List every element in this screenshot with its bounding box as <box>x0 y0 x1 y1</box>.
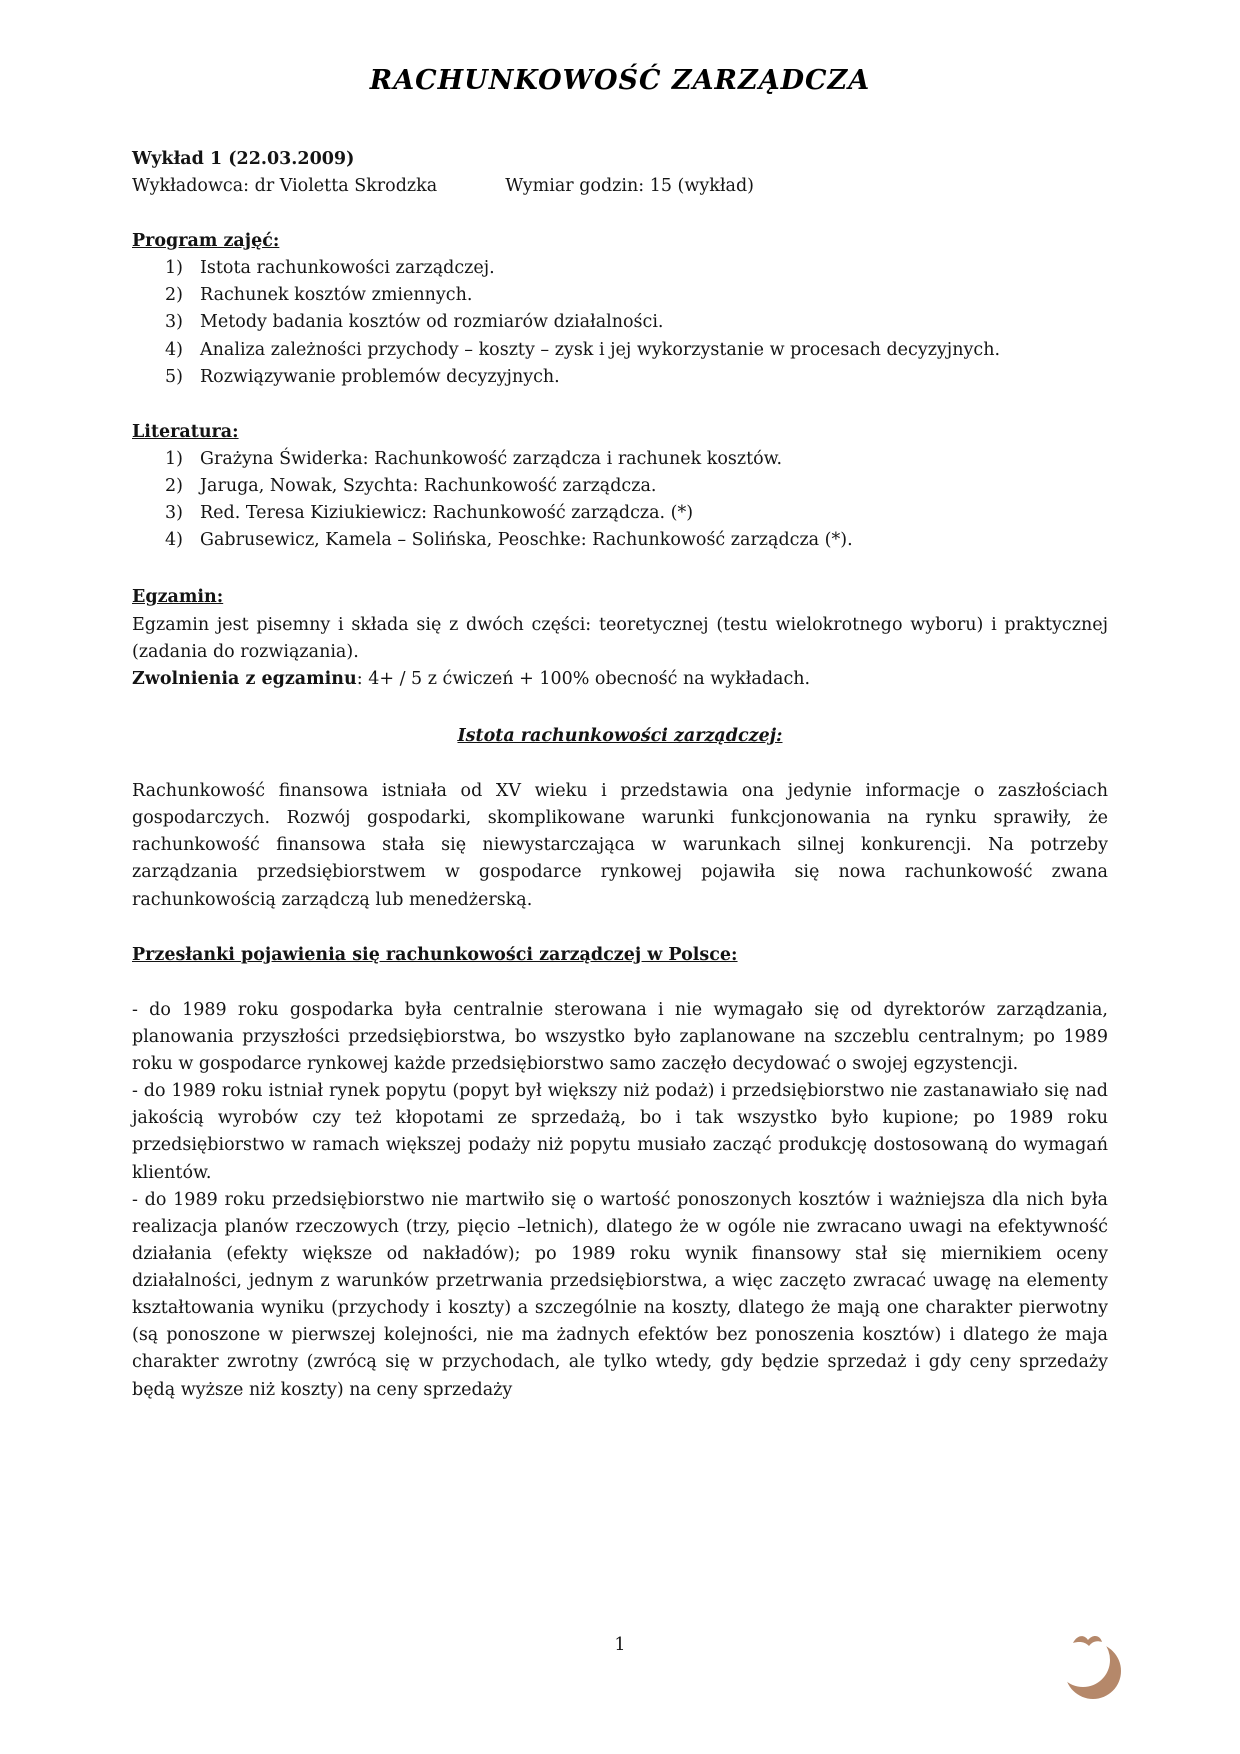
list-item <box>132 527 1108 554</box>
program-list <box>132 255 1108 391</box>
list-item-text: Analiza zależności przychody – koszty – zysk i jej wykorzystanie w procesach decyzyjnych. <box>200 339 1001 360</box>
list-item-number: 3) <box>165 503 183 524</box>
list-item-text: Metody badania kosztów od rozmiarów działalności. <box>200 312 664 333</box>
literature-heading: Literatura: <box>132 421 239 442</box>
exam-heading: Egzamin: <box>132 587 224 608</box>
list-item <box>132 364 1108 391</box>
list-item-text: Gabrusewicz, Kamela – Solińska, Peoschke: Rachunkowość zarządcza (*). <box>200 530 853 551</box>
list-item-text: Istota rachunkowości zarządczej. <box>200 258 495 279</box>
page-title: RACHUNKOWOŚĆ ZARZĄDCZA <box>369 65 871 96</box>
premises-paragraph-1: - do 1989 roku gospodarka była centralnie sterowana i nie wymagało się od dyrektorów zarządzania, planowania przyszłości przedsiębiorstwa, bo wszystko było zaplanowane na szczeblu centralnym; po 1989 roku w gospodarce rynkowej każde przedsiębiorstwo samo zaczęło decydować o swojej egzystencji. <box>132 999 1108 1075</box>
list-item-text: Rachunek kosztów zmiennych. <box>200 285 473 306</box>
list-item-number: 5) <box>165 366 183 387</box>
list-item-text: Rozwiązywanie problemów decyzyjnych. <box>200 366 560 387</box>
list-item <box>132 446 1108 473</box>
list-item <box>132 282 1108 309</box>
lecture-date-heading: Wykład 1 (22.03.2009) <box>132 148 355 169</box>
essence-heading: Istota rachunkowości zarządczej: <box>457 725 783 746</box>
literature-section <box>132 419 1108 446</box>
essence-paragraph: Rachunkowość finansowa istniała od XV wieku i przedstawia ona jedynie informacje o zaszłościach gospodarczych. Rozwój gospodarki, skomplikowane warunki funkcjonowania na rynku sprawiły, że rachunkowość finansowa stała się niewystarczająca w warunkach silnej konkurencji. Na potrzeby zarządzania przedsiębiorstwem w gospodarce rynkowej pojawiła się nowa rachunkowość zwana rachunkowością zarządczą lub menedżerską. <box>132 781 1108 910</box>
crescent-moon-logo <box>1050 1626 1132 1702</box>
literature-list <box>132 446 1108 555</box>
list-item <box>132 309 1108 336</box>
exam-exemption-line <box>132 666 1108 693</box>
list-item-number: 4) <box>165 530 183 551</box>
list-item-number: 4) <box>165 339 183 360</box>
list-item-text: Jaruga, Nowak, Szychta: Rachunkowość zarządcza. <box>200 476 657 497</box>
list-item-text: Red. Teresa Kiziukiewicz: Rachunkowość zarządcza. (*) <box>200 503 694 524</box>
list-item <box>132 337 1108 364</box>
hours-line: Wymiar godzin: 15 (wykład) <box>505 175 754 196</box>
list-item <box>132 473 1108 500</box>
essence-section <box>132 723 1108 750</box>
list-item-number: 1) <box>165 258 183 279</box>
list-item <box>132 255 1108 282</box>
exam-exemption-label: Zwolnienia z egzaminu <box>132 668 357 689</box>
lecturer-line: Wykładowca: dr Violetta Skrodzka <box>132 175 438 196</box>
list-item-number: 2) <box>165 476 183 497</box>
list-item-text: Grażyna Świderka: Rachunkowość zarządcza i rachunek kosztów. <box>200 448 783 469</box>
list-item-number: 3) <box>165 312 183 333</box>
premises-paragraph-2: - do 1989 roku istniał rynek popytu (popyt był większy niż podaż) i przedsiębiorstwo nie zastanawiało się nad jakością wyrobów czy też kłopotami ze sprzedażą, bo i tak wszystko było kupione; po 1989 roku przedsiębiorstwo w ramach większej podaży niż popytu musiało zacząć produkcję dostosowaną do wymagań klientów. <box>132 1081 1108 1183</box>
exam-section <box>132 584 1108 611</box>
list-item-number: 1) <box>165 448 183 469</box>
page-number: 1 <box>614 1634 626 1655</box>
premises-heading: Przesłanki pojawienia się rachunkowości zarządczej w Polsce: <box>132 944 738 965</box>
program-section <box>132 228 1108 255</box>
exam-body: Egzamin jest pisemny i składa się z dwóch części: teoretycznej (testu wielokrotnego wyboru) i praktycznej (zadania do rozwiązania). <box>132 614 1108 662</box>
program-heading: Program zajęć: <box>132 231 280 252</box>
premises-paragraph-3: - do 1989 roku przedsiębiorstwo nie martwiło się o wartość ponoszonych kosztów i ważniejsza dla nich była realizacja planów rzeczowych (trzy, pięcio –letnich), dlatego że w ogóle nie zwracano uwagi na efektywność działania (efekty większe od nakładów); po 1989 roku wynik finansowy stał się miernikiem oceny działalności, jednym z warunków przetrwania przedsiębiorstwa, a więc zaczęto zwracać uwagę na elementy kształtowania wyniku (przychody i koszty) a szczególnie na koszty, dlatego że mają one charakter pierwotny (są ponoszone w pierwszej kolejności, nie ma żadnych efektów bez ponoszenia kosztów) i dlatego że maja charakter zwrotny (zwrócą się w przychodach, ale tylko wtedy, gdy będzie sprzedaż i gdy ceny sprzedaży będą wyższe niż koszty) na ceny sprzedaży <box>132 1189 1108 1400</box>
lecture-info-row <box>132 173 1108 200</box>
list-item <box>132 500 1108 527</box>
premises-section <box>132 942 1108 969</box>
list-item-number: 2) <box>165 285 183 306</box>
exam-exemption-text: : 4+ / 5 z ćwiczeń + 100% obecność na wykładach. <box>356 668 811 689</box>
